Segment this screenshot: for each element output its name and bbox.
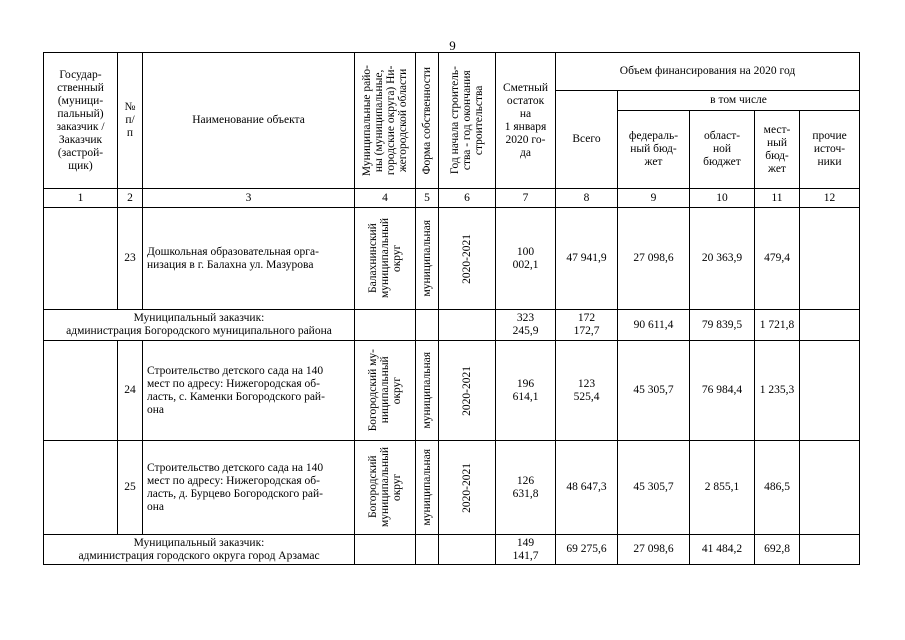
row-number: 25 xyxy=(118,441,143,535)
regional-value: 76 984,4 xyxy=(690,341,755,441)
other-value xyxy=(800,535,860,565)
table-row xyxy=(44,341,860,441)
estimate-value: 323 245,9 xyxy=(496,310,556,341)
regional-value: 2 855,1 xyxy=(690,441,755,535)
header-num: № п/ п xyxy=(118,53,143,189)
total-value: 172 172,7 xyxy=(556,310,618,341)
local-value: 1 235,3 xyxy=(755,341,800,441)
header-regional: област- ной бюджет xyxy=(690,111,755,189)
estimate-value: 196 614,1 xyxy=(496,341,556,441)
column-number: 1 xyxy=(44,189,118,208)
row-number: 23 xyxy=(118,208,143,310)
header-local: мест- ный бюд- жет xyxy=(755,111,800,189)
district-cell xyxy=(355,441,416,535)
header-ownership-text: Форма собственности xyxy=(421,66,433,175)
years-text: 2020-2021 xyxy=(461,365,473,416)
column-number: 8 xyxy=(556,189,618,208)
total-value: 123 525,4 xyxy=(556,341,618,441)
header-years xyxy=(439,53,496,189)
column-number: 9 xyxy=(618,189,690,208)
summary-empty xyxy=(355,535,416,565)
table-row xyxy=(44,441,860,535)
local-value: 692,8 xyxy=(755,535,800,565)
ownership-cell xyxy=(416,441,439,535)
summary-label: Муниципальный заказчик: администрация городского округа город Арзамас xyxy=(44,535,355,565)
ownership-text: муниципальная xyxy=(421,220,433,297)
summary-label: Муниципальный заказчик: администрация Богородского муниципального района xyxy=(44,310,355,341)
summary-empty xyxy=(439,535,496,565)
other-value xyxy=(800,310,860,341)
district-cell xyxy=(355,208,416,310)
page-number: 9 xyxy=(449,38,456,53)
regional-value: 20 363,9 xyxy=(690,208,755,310)
header-customer: Государ- ственный (муници- пальный) заказчик / Заказчик (застрой- щик) xyxy=(44,53,118,189)
summary-empty xyxy=(416,310,439,341)
federal-value: 27 098,6 xyxy=(618,535,690,565)
other-value xyxy=(800,208,860,310)
column-number: 6 xyxy=(439,189,496,208)
ownership-cell xyxy=(416,208,439,310)
header-funding: Объем финансирования на 2020 год xyxy=(556,53,860,91)
federal-value: 90 611,4 xyxy=(618,310,690,341)
district-text: Богородский муниципальный округ xyxy=(367,447,403,528)
summary-empty xyxy=(416,535,439,565)
summary-empty xyxy=(355,310,416,341)
financing-table xyxy=(43,52,860,565)
column-number: 2 xyxy=(118,189,143,208)
column-number: 3 xyxy=(143,189,355,208)
total-value: 47 941,9 xyxy=(556,208,618,310)
customer-cell xyxy=(44,208,118,310)
district-text: Балахнинский муниципальный округ xyxy=(367,218,403,299)
federal-value: 45 305,7 xyxy=(618,341,690,441)
customer-cell xyxy=(44,341,118,441)
header-including: в том числе xyxy=(618,91,860,111)
header-ownership xyxy=(416,53,439,189)
local-value: 486,5 xyxy=(755,441,800,535)
years-text: 2020-2021 xyxy=(461,233,473,284)
header-estimate: Сметный остаток на 1 января 2020 го- да xyxy=(496,53,556,189)
column-number: 5 xyxy=(416,189,439,208)
district-text: Богородский му- ниципальный округ xyxy=(367,349,403,432)
local-value: 479,4 xyxy=(755,208,800,310)
summary-empty xyxy=(439,310,496,341)
federal-value: 45 305,7 xyxy=(618,441,690,535)
object-name: Строительство детского сада на 140 мест по адресу: Нижегородская об- ласть, д. Бурцево Богородского рай- она xyxy=(143,441,355,535)
header-districts xyxy=(355,53,416,189)
ownership-cell xyxy=(416,341,439,441)
other-value xyxy=(800,341,860,441)
row-number: 24 xyxy=(118,341,143,441)
header-other: прочие источ- ники xyxy=(800,111,860,189)
total-value: 69 275,6 xyxy=(556,535,618,565)
header-row-1 xyxy=(44,53,860,91)
summary-row xyxy=(44,535,860,565)
regional-value: 79 839,5 xyxy=(690,310,755,341)
ownership-text: муниципальная xyxy=(421,352,433,429)
column-number: 12 xyxy=(800,189,860,208)
regional-value: 41 484,2 xyxy=(690,535,755,565)
column-number: 7 xyxy=(496,189,556,208)
header-object-name: Наименование объекта xyxy=(143,53,355,189)
table-row xyxy=(44,208,860,310)
district-cell xyxy=(355,341,416,441)
column-number: 10 xyxy=(690,189,755,208)
years-cell xyxy=(439,208,496,310)
header-total: Всего xyxy=(556,91,618,189)
years-cell xyxy=(439,341,496,441)
summary-row xyxy=(44,310,860,341)
header-years-text: Год начала строитель- ства - год окончания строительства xyxy=(449,66,485,175)
estimate-value: 126 631,8 xyxy=(496,441,556,535)
object-name: Строительство детского сада на 140 мест по адресу: Нижегородская об- ласть, с. Каменки Богородского рай- она xyxy=(143,341,355,441)
years-cell xyxy=(439,441,496,535)
local-value: 1 721,8 xyxy=(755,310,800,341)
header-federal: федераль- ный бюд- жет xyxy=(618,111,690,189)
column-number-row xyxy=(44,189,860,208)
column-number: 4 xyxy=(355,189,416,208)
estimate-value: 100 002,1 xyxy=(496,208,556,310)
customer-cell xyxy=(44,441,118,535)
object-name: Дошкольная образовательная орга- низация в г. Балахна ул. Мазурова xyxy=(143,208,355,310)
column-number: 11 xyxy=(755,189,800,208)
years-text: 2020-2021 xyxy=(461,462,473,513)
ownership-text: муниципальная xyxy=(421,449,433,526)
total-value: 48 647,3 xyxy=(556,441,618,535)
header-districts-text: Муниципальные райо- ны (муниципальные, городские округа) Ни- жегородской области xyxy=(361,64,409,177)
federal-value: 27 098,6 xyxy=(618,208,690,310)
estimate-value: 149 141,7 xyxy=(496,535,556,565)
other-value xyxy=(800,441,860,535)
